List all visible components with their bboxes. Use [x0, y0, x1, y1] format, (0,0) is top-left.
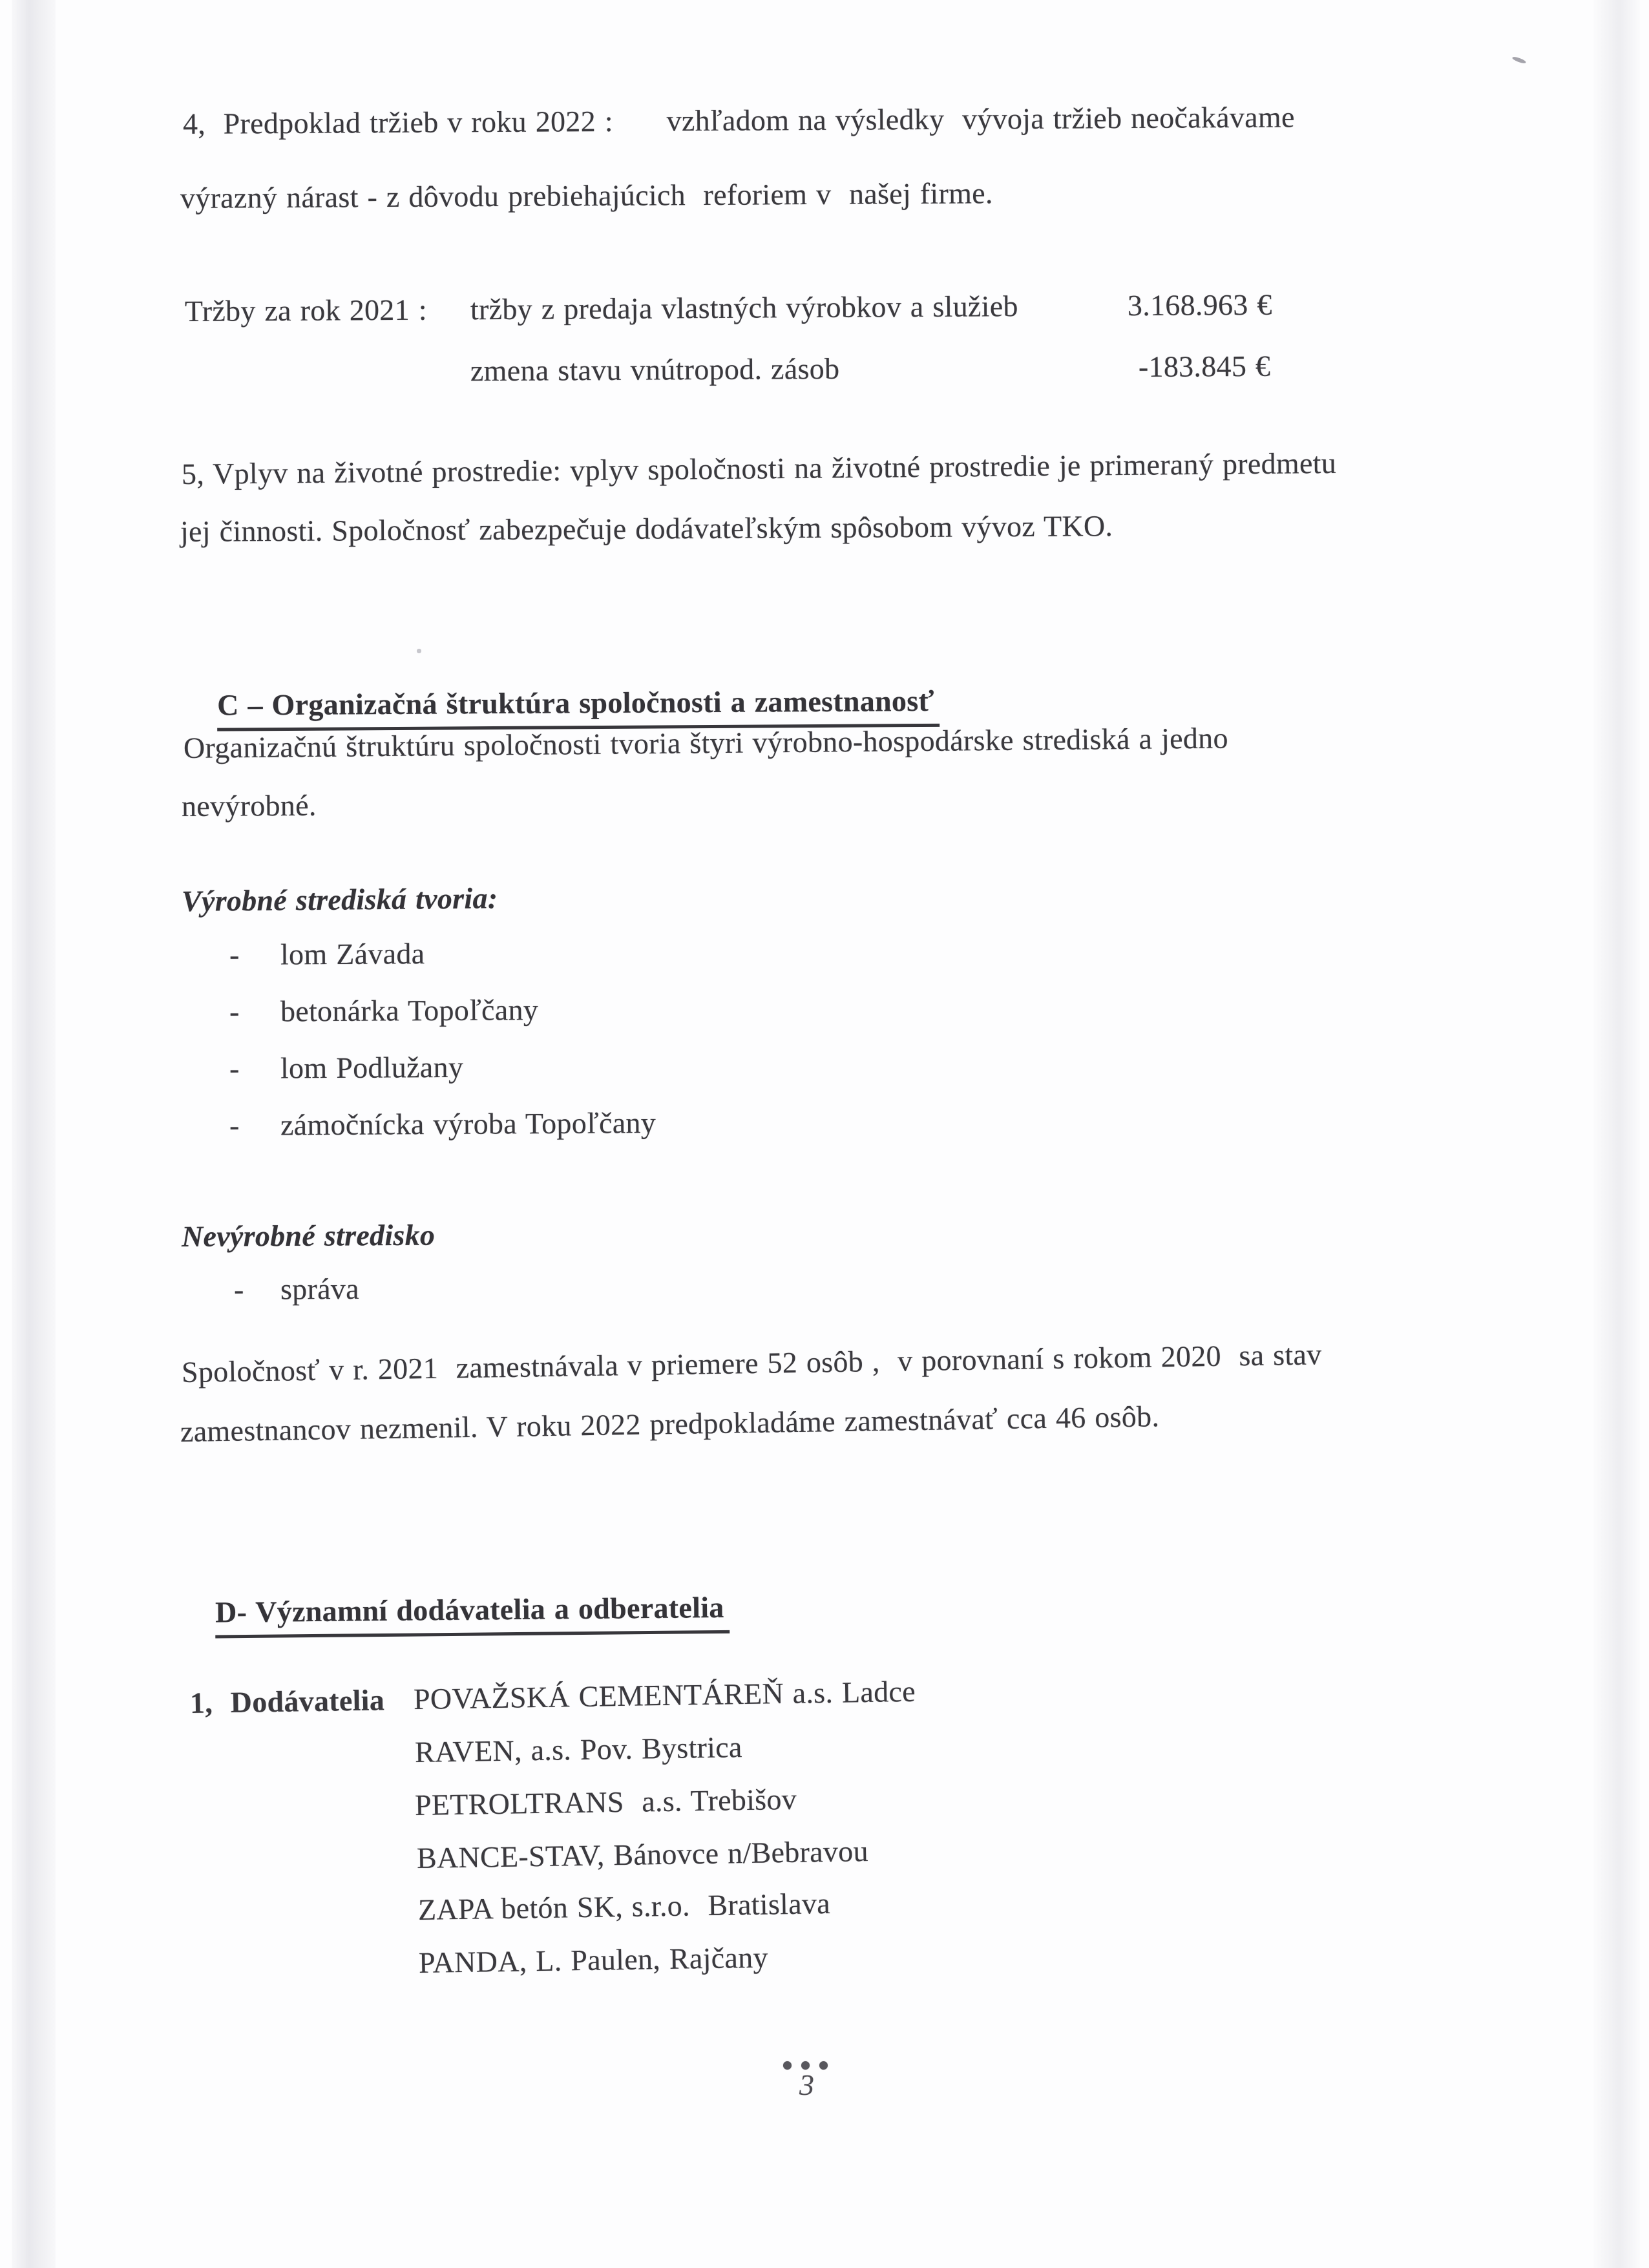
revenue-row-desc: zmena stavu vnútropod. zásob: [470, 352, 840, 388]
production-centers-heading: Výrobné strediská tvoria:: [181, 881, 498, 918]
employment-line-1: Spoločnosť v r. 2021 zamestnávala v priemere 52 osôb , v porovnaní s rokom 2020 sa stav: [181, 1338, 1322, 1389]
dash-bullet: -: [229, 1108, 240, 1142]
revenue-row-value: 3.168.963 €: [1127, 288, 1272, 322]
list-item-label: zámočnícka výroba Topoľčany: [280, 1106, 656, 1142]
section-d-heading-text: D- Významní dodávatelia a odberatelia: [215, 1591, 730, 1639]
environment-line-1: 5, Vplyv na životné prostredie: vplyv spoločnosti na životné prostredie je primeraný predmetu: [181, 446, 1337, 490]
section-d-heading: [179, 1557, 730, 1672]
revenue-2021-row: [185, 288, 1322, 335]
scan-speck: [417, 649, 421, 653]
supplier-item: ZAPA betón SK, s.r.o. Bratislava: [417, 1886, 831, 1926]
supplier-item: RAVEN, a.s. Pov. Bystrica: [414, 1730, 743, 1769]
list-item-label: betonárka Topoľčany: [280, 993, 539, 1028]
revenue-forecast-line-1: 4, Predpoklad tržieb v roku 2022 : vzhľadom na výsledky vývoja tržieb neočakávame: [182, 100, 1295, 140]
section-c-heading-text: C – Organizačná štruktúra spoločnosti a zamestnanosť: [217, 684, 940, 731]
revenue-2021-row: [185, 349, 1322, 396]
supplier-item: BANCE-STAV, Bánovce n/Bebravou: [416, 1834, 869, 1874]
list-item-label: lom Závada: [280, 937, 425, 971]
list-item: [229, 1106, 656, 1142]
supplier-item: PETROLTRANS a.s. Trebišov: [414, 1782, 797, 1822]
revenue-2021-label: Tržby za rok 2021 :: [184, 293, 427, 328]
list-item: [229, 993, 538, 1029]
dot-icon: [783, 2061, 792, 2070]
scan-artifact-left-band: [12, 0, 56, 2268]
supplier-item: PANDA, L. Paulen, Rajčany: [418, 1940, 769, 1979]
supplier-item: POVAŽSKÁ CEMENTÁREŇ a.s. Ladce: [413, 1674, 916, 1716]
list-item: [234, 1272, 359, 1307]
scan-artifact-right-band: [1593, 0, 1640, 2268]
revenue-forecast-line-2: výrazný nárast - z dôvodu prebiehajúcich reforiem v našej firme.: [180, 176, 993, 215]
employment-line-2: zamestnancov nezmenil. V roku 2022 predpokladáme zamestnávať cca 46 osôb.: [180, 1400, 1160, 1448]
environment-line-2: jej činnosti. Spoločnosť zabezpečuje dodávateľským spôsobom vývoz TKO.: [180, 509, 1113, 548]
dash-bullet: -: [229, 938, 240, 971]
org-structure-line-2: nevýrobné.: [181, 788, 317, 823]
list-item-label: správa: [280, 1272, 360, 1306]
page-number: 3: [799, 2068, 814, 2101]
nonproduction-center-heading: Nevýrobné stredisko: [181, 1218, 436, 1253]
revenue-row-desc: tržby z predaja vlastných výrobkov a služieb: [470, 289, 1018, 326]
revenue-row-value: -183.845 €: [1138, 349, 1271, 383]
dash-bullet: -: [229, 1051, 240, 1085]
list-item: [229, 1051, 463, 1086]
dash-bullet: -: [229, 994, 240, 1028]
org-structure-line-1: Organizačnú štruktúru spoločnosti tvoria štyri výrobno-hospodárske strediská a jedno: [183, 721, 1228, 764]
scan-speck: [1512, 56, 1527, 64]
dash-bullet: -: [233, 1272, 244, 1306]
list-item-label: lom Podlužany: [280, 1050, 464, 1085]
list-item: [229, 937, 425, 972]
dot-icon: [819, 2061, 828, 2070]
suppliers-label: 1, Dodávatelia: [189, 1683, 385, 1719]
